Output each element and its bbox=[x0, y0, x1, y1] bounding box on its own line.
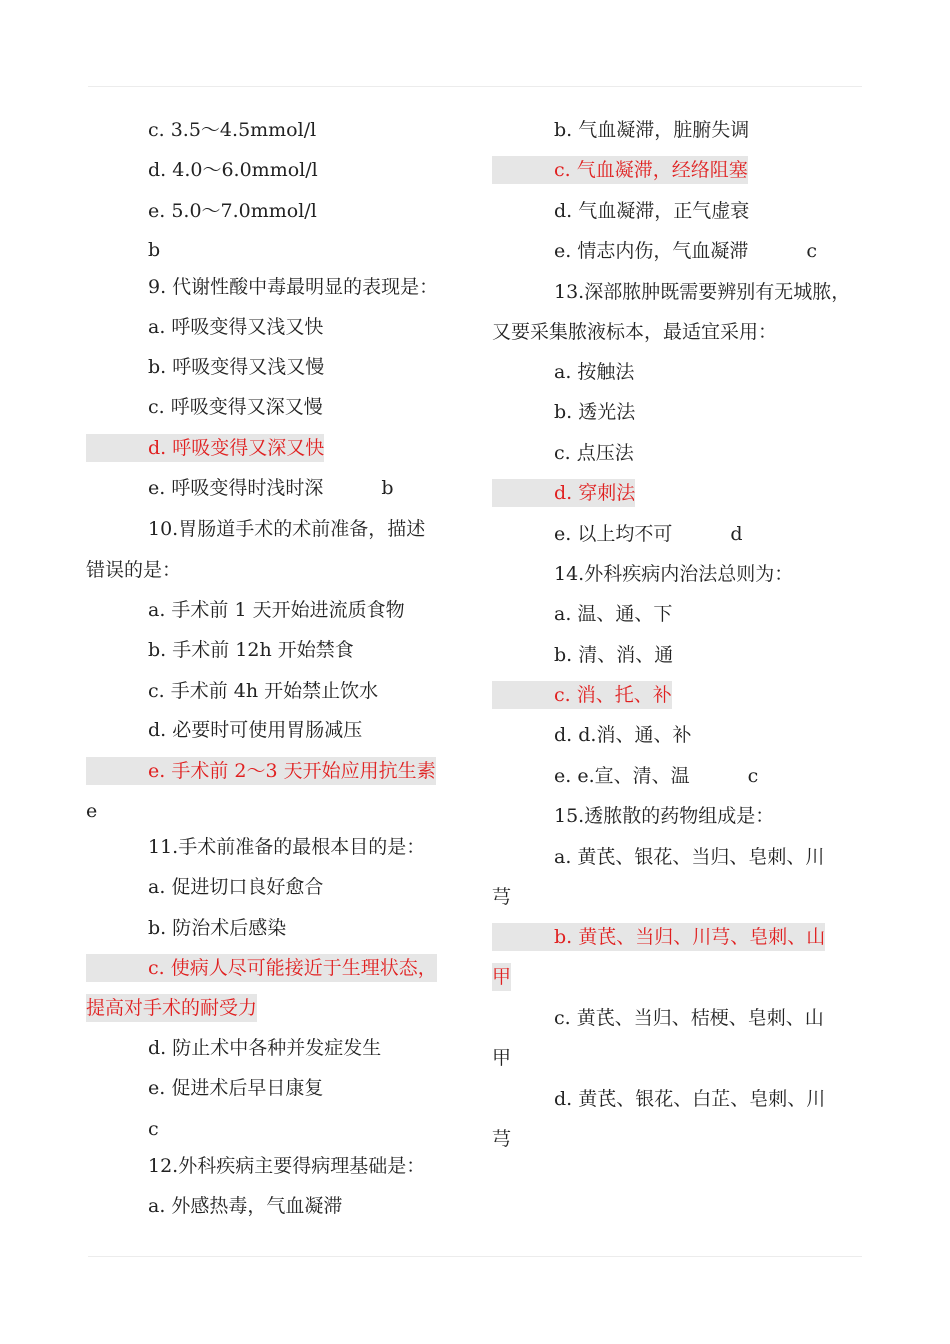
right-line-9 bbox=[492, 479, 635, 507]
left-line-text: d. 4.0～6.0mmol/l bbox=[148, 159, 318, 181]
right-line-21 bbox=[492, 963, 511, 991]
answer-letter: b bbox=[381, 477, 394, 499]
left-line-text: e. 手术前 2～3 天开始应用抗生素 bbox=[148, 760, 436, 782]
right-line-23 bbox=[492, 1044, 511, 1072]
right-line-25 bbox=[492, 1125, 511, 1153]
right-line-17 bbox=[554, 802, 774, 830]
left-line-text: a. 呼吸变得又浅又快 bbox=[148, 316, 324, 338]
bottom-rule bbox=[88, 1256, 862, 1257]
left-line-text: b. 手术前 12h 开始禁食 bbox=[148, 639, 354, 661]
right-line-text: 芎 bbox=[492, 886, 512, 908]
right-line-10 bbox=[554, 520, 743, 548]
right-line-text: a. 温、通、下 bbox=[554, 603, 673, 625]
left-line-14 bbox=[148, 677, 378, 705]
right-line-text: 14.外科疾病内治法总则为： bbox=[554, 563, 794, 585]
right-line-8 bbox=[554, 439, 634, 467]
left-line-text: c bbox=[148, 1118, 159, 1140]
right-line-text: a. 黄芪、银花、当归、皂刺、川 bbox=[554, 846, 825, 868]
left-line-text: a. 手术前 1 天开始进流质食物 bbox=[148, 599, 405, 621]
right-line-2 bbox=[554, 197, 749, 225]
left-line-0 bbox=[148, 116, 316, 144]
left-line-text: c. 呼吸变得又深又慢 bbox=[148, 396, 323, 418]
right-line-text: c. 黄芪、当归、桔梗、皂刺、山 bbox=[554, 1007, 824, 1029]
right-line-0 bbox=[554, 116, 749, 144]
left-line-text: b bbox=[148, 239, 161, 261]
left-line-10 bbox=[148, 515, 425, 543]
right-line-text: e. 以上均不可 bbox=[554, 523, 673, 545]
right-line-24 bbox=[554, 1085, 825, 1113]
left-line-23 bbox=[148, 1034, 381, 1062]
left-line-text: e. 呼吸变得时浅时深 bbox=[148, 477, 324, 499]
right-line-text: d. d.消、通、补 bbox=[554, 724, 692, 746]
left-line-5 bbox=[148, 313, 323, 341]
right-line-text: 15.透脓散的药物组成是： bbox=[554, 805, 775, 827]
right-line-12 bbox=[554, 600, 672, 628]
right-line-text: 甲 bbox=[492, 1047, 512, 1069]
right-line-15 bbox=[554, 721, 691, 749]
right-line-20 bbox=[492, 923, 825, 951]
left-line-25 bbox=[148, 1115, 159, 1143]
right-line-text: d. 黄芪、银花、白芷、皂刺、川 bbox=[554, 1088, 826, 1110]
left-line-text: 提高对手术的耐受力 bbox=[86, 997, 258, 1019]
right-line-text: 又要采集脓液标本，最适宜采用： bbox=[492, 321, 778, 343]
left-line-text: b. 防治术后感染 bbox=[148, 917, 287, 939]
right-line-text: a. 按触法 bbox=[554, 361, 635, 383]
left-line-text: e. 促进术后早日康复 bbox=[148, 1077, 324, 1099]
right-line-22 bbox=[554, 1004, 824, 1032]
left-line-22 bbox=[86, 994, 257, 1022]
right-line-4 bbox=[554, 278, 850, 306]
right-line-text: b. 气血凝滞，脏腑失调 bbox=[554, 119, 750, 141]
left-line-text: d. 防止术中各种并发症发生 bbox=[148, 1037, 382, 1059]
right-line-7 bbox=[554, 398, 635, 426]
left-line-6 bbox=[148, 353, 324, 381]
right-line-text: d. 穿刺法 bbox=[554, 482, 636, 504]
right-line-text: e. 情志内伤，气血凝滞 bbox=[554, 240, 749, 262]
left-line-1 bbox=[148, 156, 318, 184]
left-line-2 bbox=[148, 197, 317, 225]
left-line-4 bbox=[148, 273, 438, 301]
right-line-text: b. 透光法 bbox=[554, 401, 636, 423]
right-line-19 bbox=[492, 883, 511, 911]
left-line-text: a. 促进切口良好愈合 bbox=[148, 876, 324, 898]
left-line-19 bbox=[148, 873, 323, 901]
right-line-14 bbox=[492, 681, 672, 709]
left-line-text: 错误的是： bbox=[86, 559, 182, 581]
answer-letter: d bbox=[730, 523, 743, 545]
right-line-18 bbox=[554, 843, 824, 871]
right-line-1 bbox=[492, 156, 748, 184]
right-line-text: e. e.宣、清、温 bbox=[554, 765, 690, 787]
right-line-text: d. 气血凝滞，正气虚衰 bbox=[554, 200, 750, 222]
right-line-text: c. 点压法 bbox=[554, 442, 634, 464]
left-line-18 bbox=[148, 833, 425, 861]
answer-letter: c bbox=[806, 240, 817, 262]
left-line-27 bbox=[148, 1192, 342, 1220]
right-line-text: b. 黄芪、当归、川芎、皂刺、山 bbox=[554, 926, 826, 948]
left-line-text: c. 3.5～4.5mmol/l bbox=[148, 119, 317, 141]
left-line-text: d. 必要时可使用胃肠减压 bbox=[148, 719, 363, 741]
answer-letter: c bbox=[747, 765, 759, 787]
right-line-text: 甲 bbox=[492, 966, 512, 988]
left-line-24 bbox=[148, 1074, 323, 1102]
left-line-16 bbox=[86, 757, 436, 785]
left-line-15 bbox=[148, 716, 362, 744]
left-line-8 bbox=[86, 434, 324, 462]
left-line-text: e bbox=[86, 800, 98, 822]
left-line-text: 9. 代谢性酸中毒最明显的表现是： bbox=[148, 276, 439, 298]
left-line-9 bbox=[148, 474, 394, 502]
left-line-20 bbox=[148, 914, 286, 942]
top-rule bbox=[88, 86, 862, 87]
right-line-5 bbox=[492, 318, 777, 346]
left-line-text: 10.胃肠道手术的术前准备，描述 bbox=[148, 518, 426, 540]
left-line-26 bbox=[148, 1152, 425, 1180]
left-line-text: a. 外感热毒，气血凝滞 bbox=[148, 1195, 343, 1217]
left-line-21 bbox=[86, 954, 437, 982]
left-line-3 bbox=[148, 236, 160, 264]
left-line-7 bbox=[148, 393, 323, 421]
right-line-3 bbox=[554, 237, 817, 265]
right-line-6 bbox=[554, 358, 634, 386]
left-line-text: d. 呼吸变得又深又快 bbox=[148, 437, 325, 459]
right-line-text: 13.深部脓肿既需要辨别有无城脓， bbox=[554, 281, 851, 303]
left-line-17 bbox=[86, 797, 97, 825]
left-line-11 bbox=[86, 556, 181, 584]
right-line-13 bbox=[554, 641, 673, 669]
right-line-11 bbox=[554, 560, 793, 588]
left-line-text: c. 手术前 4h 开始禁止饮水 bbox=[148, 680, 379, 702]
right-line-text: c. 消、托、补 bbox=[554, 684, 672, 706]
left-line-text: c. 使病人尽可能接近于生理状态， bbox=[148, 957, 437, 979]
right-line-16 bbox=[554, 762, 758, 790]
left-line-text: b. 呼吸变得又浅又慢 bbox=[148, 356, 325, 378]
right-line-text: c. 气血凝滞，经络阻塞 bbox=[554, 159, 748, 181]
left-line-12 bbox=[148, 596, 405, 624]
left-line-13 bbox=[148, 636, 354, 664]
left-line-text: 12.外科疾病主要得病理基础是： bbox=[148, 1155, 426, 1177]
left-line-text: e. 5.0～7.0mmol/l bbox=[148, 200, 317, 222]
right-line-text: b. 清、消、通 bbox=[554, 644, 674, 666]
right-line-text: 芎 bbox=[492, 1128, 512, 1150]
left-line-text: 11.手术前准备的最根本目的是： bbox=[148, 836, 426, 858]
